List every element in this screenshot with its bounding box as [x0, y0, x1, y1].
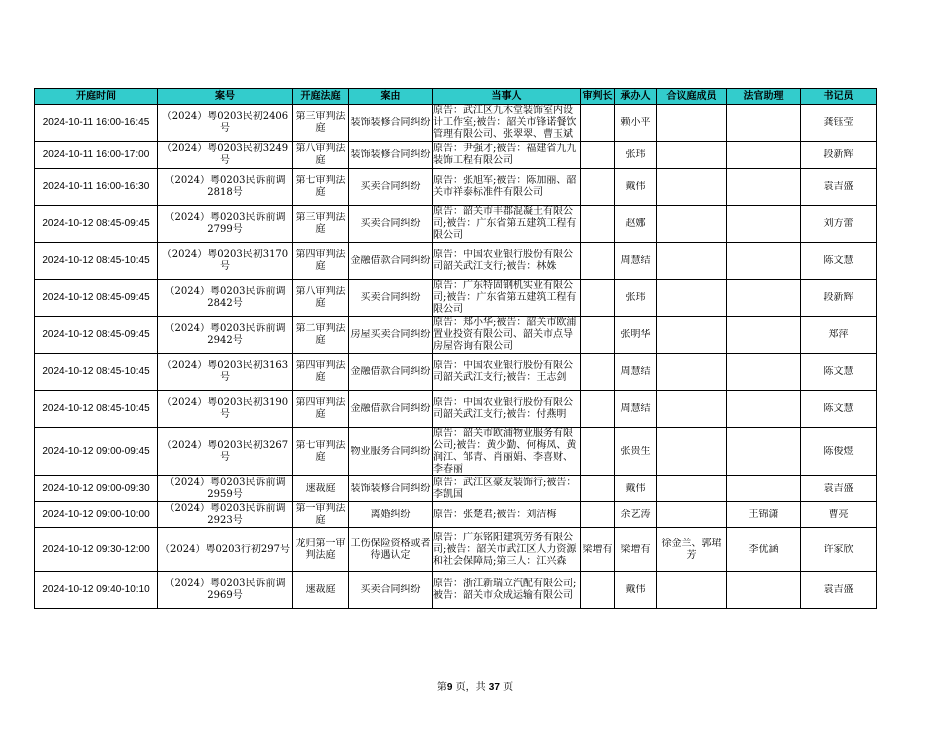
cell-time-text: 2024-10-12 09:00-09:45: [42, 445, 150, 457]
cell-handler-text: 周慧结: [620, 366, 651, 377]
cell-assistant: [727, 476, 801, 502]
cell-assistant: [727, 142, 801, 169]
cell-clerk-text: 刘方蕾: [823, 218, 854, 229]
cell-case-number: [158, 169, 293, 206]
cell-chief-judge: [581, 502, 615, 528]
cell-clerk: [801, 280, 877, 317]
cell-parties: [433, 354, 581, 391]
cell-cause-text: 买卖合同纠纷: [360, 218, 421, 229]
cell-cause-text: 装饰装修合同纠纷: [350, 117, 431, 128]
cell-courtroom: [293, 142, 349, 169]
footer-middle: 页，共: [452, 682, 489, 693]
cell-handler-text: 梁增有: [620, 543, 651, 555]
cell-assistant: [727, 502, 801, 528]
cell-cause: [349, 528, 433, 572]
cell-handler: [615, 391, 657, 428]
cell-time: [35, 428, 158, 476]
footer-suffix: 页: [499, 682, 514, 693]
cell-handler: [615, 169, 657, 206]
cell-chief-judge: [581, 317, 615, 354]
cell-handler: [615, 243, 657, 280]
cell-clerk: [801, 391, 877, 428]
cell-clerk-text: 段新辉: [823, 149, 854, 160]
cell-panel-text: 徐金兰、郭珺芳: [661, 537, 722, 561]
cell-cause-text: 装饰装修合同纠纷: [350, 482, 431, 494]
cell-clerk-text: 郑萍: [828, 329, 849, 340]
cell-courtroom-text: 第八审判法庭: [295, 286, 346, 309]
cell-courtroom-text: 第七审判法庭: [295, 175, 346, 198]
cell-chief-judge: [581, 243, 615, 280]
col-header-cause: 案由: [349, 89, 433, 105]
cell-panel: [657, 428, 727, 476]
col-header-case-number: 案号: [158, 89, 293, 105]
cell-cause: [349, 502, 433, 528]
cell-handler-text: 周慧结: [620, 403, 651, 414]
table-row: [35, 243, 877, 280]
cell-parties-text: 原告：中国农业银行股份有限公司韶关武江支行;被告：付燕明: [433, 397, 573, 420]
page-footer: [0, 678, 950, 693]
cell-parties: [433, 280, 581, 317]
cell-assistant-text: 王锦潇: [748, 508, 779, 520]
cell-handler-text: 余艺涛: [620, 508, 651, 520]
cell-handler-text: 赵娜: [625, 218, 646, 229]
cell-handler: [615, 502, 657, 528]
cell-parties-text: 原告：韶关市欧浦物业服务有限公司;被告：黄少勤、何梅凤、黄润江、邹青、肖丽娟、李喜财、李春丽: [433, 428, 577, 475]
cell-parties: [433, 169, 581, 206]
cell-panel: [657, 206, 727, 243]
cell-courtroom-text: 速裁庭: [305, 584, 336, 595]
cell-time-text: 2024-10-12 08:45-10:45: [42, 366, 150, 377]
cell-time-text: 2024-10-12 08:45-10:45: [42, 255, 150, 266]
cell-chief-judge: [581, 428, 615, 476]
cell-parties-text: 原告：郑小华;被告：韶关市欧浦置业投资有限公司、韶关市点导房屋咨询有限公司: [433, 317, 577, 352]
cell-clerk-text: 陈文慧: [823, 366, 854, 377]
cell-parties-text: 原告：广东特固钢机实业有限公司;被告：广东省第五建筑工程有限公司: [433, 280, 577, 315]
cell-handler: [615, 206, 657, 243]
cell-assistant: [727, 243, 801, 280]
cell-clerk-text: 许家欣: [823, 543, 854, 555]
table-row: [35, 502, 877, 528]
table-row: [35, 280, 877, 317]
cell-case-number: [158, 391, 293, 428]
cell-panel: [657, 142, 727, 169]
cell-parties: [433, 528, 581, 572]
cell-case-number-text: （2024）粤0203民诉前调2923号: [164, 502, 286, 526]
col-header-chief-judge: 审判长: [581, 89, 615, 105]
cell-parties: [433, 142, 581, 169]
cell-courtroom: [293, 476, 349, 502]
cell-parties-text: 原告：浙江新瑞立汽配有限公司;被告：韶关市众成运输有限公司: [433, 578, 577, 601]
cell-cause-text: 买卖合同纠纷: [360, 181, 421, 192]
cell-handler: [615, 428, 657, 476]
cell-courtroom-text: 第四审判法庭: [295, 397, 346, 420]
cell-panel: [657, 243, 727, 280]
cell-assistant: [727, 354, 801, 391]
cell-handler-text: 张玮: [625, 292, 646, 303]
cell-cause-text: 买卖合同纠纷: [360, 584, 421, 595]
cell-handler: [615, 528, 657, 572]
cell-clerk: [801, 243, 877, 280]
col-header-clerk: 书记员: [801, 89, 877, 105]
cell-cause-text: 金融借款合同纠纷: [350, 366, 431, 377]
cell-case-number: [158, 476, 293, 502]
cell-clerk: [801, 317, 877, 354]
cell-chief-judge: [581, 169, 615, 206]
table-row: [35, 528, 877, 572]
cell-courtroom-text: 第一审判法庭: [295, 502, 346, 526]
table-row: [35, 169, 877, 206]
cell-clerk-text: 袁吉盛: [823, 584, 854, 595]
cell-time: [35, 105, 158, 142]
cell-panel: [657, 572, 727, 609]
cell-clerk: [801, 572, 877, 609]
cell-case-number-text: （2024）粤0203民初2406号: [161, 111, 289, 134]
footer-page-number: 9: [446, 682, 453, 693]
cell-handler: [615, 354, 657, 391]
cell-handler: [615, 572, 657, 609]
cell-time-text: 2024-10-12 09:40-10:10: [42, 584, 150, 595]
cell-clerk: [801, 502, 877, 528]
cell-time: [35, 476, 158, 502]
cell-assistant: [727, 280, 801, 317]
cell-case-number: [158, 243, 293, 280]
cell-time: [35, 528, 158, 572]
cell-chief-judge: [581, 391, 615, 428]
cell-cause: [349, 243, 433, 280]
cell-case-number-text: （2024）粤0203民诉前调2842号: [164, 286, 286, 309]
hearing-schedule-table: [34, 88, 877, 609]
cell-time-text: 2024-10-12 09:00-09:30: [42, 482, 150, 494]
cell-handler-text: 张贵生: [620, 445, 651, 457]
cell-clerk-text: 陈文慧: [823, 255, 854, 266]
cell-time-text: 2024-10-11 16:00-16:45: [42, 117, 150, 128]
cell-assistant: [727, 572, 801, 609]
cell-case-number-text: （2024）粤0203行初297号: [160, 543, 290, 555]
cell-time: [35, 280, 158, 317]
cell-cause: [349, 169, 433, 206]
cell-clerk: [801, 206, 877, 243]
cell-handler-text: 赖小平: [620, 117, 651, 128]
cell-cause: [349, 391, 433, 428]
cell-parties: [433, 391, 581, 428]
cell-courtroom: [293, 528, 349, 572]
cell-parties-text: 原告：韶关市丰郡混凝土有限公司;被告：广东省第五建筑工程有限公司: [433, 206, 577, 241]
cell-time-text: 2024-10-11 16:00-17:00: [42, 149, 150, 160]
cell-panel: [657, 317, 727, 354]
cell-chief-judge: [581, 206, 615, 243]
cell-time: [35, 317, 158, 354]
cell-clerk-text: 龚钰莹: [823, 117, 854, 128]
cell-parties-text: 原告：广东铭阳建筑劳务有限公司;被告：韶关市武江区人力资源和社会保障局;第三人：江兴森: [433, 531, 577, 567]
cell-parties: [433, 317, 581, 354]
col-header-handler: 承办人: [615, 89, 657, 105]
cell-courtroom: [293, 391, 349, 428]
cell-time-text: 2024-10-12 08:45-09:45: [42, 329, 150, 340]
cell-time: [35, 572, 158, 609]
cell-case-number: [158, 502, 293, 528]
cell-clerk: [801, 476, 877, 502]
cell-chief-judge: [581, 572, 615, 609]
cell-case-number-text: （2024）粤0203民诉前调2818号: [164, 175, 286, 198]
cell-clerk-text: 陈俊煜: [823, 445, 854, 457]
cell-case-number: [158, 280, 293, 317]
cell-clerk: [801, 105, 877, 142]
cell-cause-text: 工伤保险资格或者待遇认定: [350, 537, 431, 561]
header-row: [35, 89, 877, 105]
cell-clerk: [801, 528, 877, 572]
cell-case-number-text: （2024）粤0203民初3163号: [161, 360, 289, 383]
cell-case-number: [158, 317, 293, 354]
cell-chief-judge: [581, 280, 615, 317]
cell-cause-text: 金融借款合同纠纷: [350, 255, 431, 266]
cell-case-number-text: （2024）粤0203民诉前调2799号: [164, 212, 286, 235]
cell-time: [35, 391, 158, 428]
cell-time-text: 2024-10-12 09:00-10:00: [42, 508, 150, 520]
cell-courtroom-text: 第四审判法庭: [295, 360, 346, 383]
cell-courtroom-text: 第四审判法庭: [295, 249, 346, 272]
cell-handler-text: 张玮: [625, 149, 646, 160]
cell-time: [35, 206, 158, 243]
cell-parties-text: 原告：中国农业银行股份有限公司韶关武江支行;被告：林姝: [433, 249, 573, 272]
cell-time: [35, 354, 158, 391]
col-header-panel: 合议庭成员: [657, 89, 727, 105]
cell-cause: [349, 280, 433, 317]
cell-panel: [657, 476, 727, 502]
cell-parties: [433, 572, 581, 609]
cell-handler-text: 戴伟: [625, 181, 646, 192]
cell-clerk: [801, 169, 877, 206]
cell-handler-text: 周慧结: [620, 255, 651, 266]
cell-case-number: [158, 572, 293, 609]
cell-case-number-text: （2024）粤0203民初3249号: [161, 143, 289, 166]
cell-clerk: [801, 428, 877, 476]
cell-parties-text: 原告：张旭军;被告：陈加丽、韶关市祥泰标准件有限公司: [433, 175, 577, 198]
cell-case-number: [158, 428, 293, 476]
cell-assistant-text: 李优涵: [748, 543, 779, 555]
cell-case-number: [158, 142, 293, 169]
cell-clerk-text: 曹亮: [828, 508, 849, 520]
cell-chief-judge: [581, 142, 615, 169]
cell-clerk-text: 陈文慧: [823, 403, 854, 414]
cell-courtroom: [293, 317, 349, 354]
cell-time-text: 2024-10-12 08:45-09:45: [42, 218, 150, 229]
cell-panel: [657, 502, 727, 528]
cell-courtroom: [293, 428, 349, 476]
cell-case-number: [158, 528, 293, 572]
cell-handler-text: 张明华: [620, 329, 651, 340]
cell-parties-text: 原告：武江区豪友装饰行;被告：李凯国: [433, 476, 577, 500]
cell-case-number: [158, 354, 293, 391]
cell-panel: [657, 354, 727, 391]
cell-clerk: [801, 142, 877, 169]
cell-handler: [615, 476, 657, 502]
cell-courtroom: [293, 169, 349, 206]
cell-case-number: [158, 206, 293, 243]
cell-assistant: [727, 528, 801, 572]
cell-case-number-text: （2024）粤0203民诉前调2942号: [164, 323, 286, 346]
cell-handler-text: 戴伟: [625, 482, 646, 494]
cell-case-number-text: （2024）粤0203民诉前调2969号: [164, 578, 286, 601]
col-header-time: 开庭时间: [35, 89, 158, 105]
cell-handler: [615, 317, 657, 354]
cell-courtroom-text: 速裁庭: [305, 482, 336, 494]
cell-courtroom: [293, 206, 349, 243]
cell-cause: [349, 206, 433, 243]
cell-panel: [657, 528, 727, 572]
cell-time: [35, 169, 158, 206]
cell-handler: [615, 142, 657, 169]
cell-chief-judge: [581, 105, 615, 142]
cell-handler: [615, 280, 657, 317]
table-row: [35, 476, 877, 502]
table-row: [35, 354, 877, 391]
cell-courtroom-text: 第三审判法庭: [295, 111, 346, 134]
cell-case-number-text: （2024）粤0203民初3267号: [161, 439, 289, 463]
table-row: [35, 428, 877, 476]
cell-cause-text: 买卖合同纠纷: [360, 292, 421, 303]
table-row: [35, 105, 877, 142]
cell-cause: [349, 428, 433, 476]
cell-cause: [349, 354, 433, 391]
cell-clerk-text: 袁吉盛: [823, 482, 854, 494]
col-header-parties: 当事人: [433, 89, 581, 105]
cell-time: [35, 243, 158, 280]
cell-courtroom: [293, 105, 349, 142]
cell-parties: [433, 428, 581, 476]
cell-clerk: [801, 354, 877, 391]
table-row: [35, 206, 877, 243]
cell-parties: [433, 105, 581, 142]
cell-courtroom: [293, 354, 349, 391]
cell-assistant: [727, 206, 801, 243]
cell-parties-text: 原告：张楚君;被告：刘洁梅: [433, 508, 557, 520]
cell-cause-text: 物业服务合同纠纷: [350, 445, 431, 457]
cell-courtroom: [293, 243, 349, 280]
cell-cause-text: 装饰装修合同纠纷: [350, 149, 431, 160]
table-row: [35, 391, 877, 428]
cell-chief-judge: [581, 354, 615, 391]
cell-handler: [615, 105, 657, 142]
cell-cause-text: 房屋买卖合同纠纷: [350, 329, 431, 340]
cell-panel: [657, 105, 727, 142]
cell-time-text: 2024-10-12 08:45-10:45: [42, 403, 150, 414]
cell-assistant: [727, 428, 801, 476]
cell-time-text: 2024-10-12 08:45-09:45: [42, 292, 150, 303]
cell-parties-text: 原告：武江区九木堂装饰室内设计工作室;被告：韶关市锋诺餐饮管理有限公司、张翠翠、曹玉斌: [433, 105, 577, 140]
table-row: [35, 317, 877, 354]
cell-courtroom: [293, 502, 349, 528]
cell-handler-text: 戴伟: [625, 584, 646, 595]
cell-parties: [433, 502, 581, 528]
cell-parties: [433, 476, 581, 502]
cell-case-number-text: （2024）粤0203民初3190号: [161, 397, 289, 420]
footer-total-pages: 37: [488, 682, 500, 693]
cell-time-text: 2024-10-12 09:30-12:00: [42, 543, 150, 555]
cell-time-text: 2024-10-11 16:00-16:30: [42, 181, 150, 192]
cell-chief-judge: [581, 476, 615, 502]
cell-chief-judge: [581, 528, 615, 572]
cell-clerk-text: 段新辉: [823, 292, 854, 303]
col-header-assistant: 法官助理: [727, 89, 801, 105]
cell-case-number: [158, 105, 293, 142]
cell-clerk-text: 袁吉盛: [823, 181, 854, 192]
table-row: [35, 142, 877, 169]
footer-prefix: 第: [436, 682, 447, 693]
cell-courtroom-text: 第八审判法庭: [295, 143, 346, 166]
cell-courtroom: [293, 572, 349, 609]
table-row: [35, 572, 877, 609]
cell-panel: [657, 391, 727, 428]
cell-cause-text: 金融借款合同纠纷: [350, 403, 431, 414]
cell-assistant: [727, 317, 801, 354]
cell-chief-judge-text: 梁增有: [582, 543, 613, 555]
cell-time: [35, 142, 158, 169]
cell-case-number-text: （2024）粤0203民初3170号: [161, 249, 289, 272]
cell-parties: [433, 206, 581, 243]
cell-parties-text: 原告：中国农业银行股份有限公司韶关武江支行;被告：王志剑: [433, 360, 573, 383]
cell-panel: [657, 169, 727, 206]
cell-parties: [433, 243, 581, 280]
cell-cause: [349, 142, 433, 169]
cell-cause: [349, 476, 433, 502]
cell-assistant: [727, 169, 801, 206]
cell-time: [35, 502, 158, 528]
cell-cause: [349, 105, 433, 142]
cell-cause: [349, 572, 433, 609]
cell-case-number-text: （2024）粤0203民诉前调2959号: [164, 476, 286, 500]
cell-courtroom: [293, 280, 349, 317]
cell-courtroom-text: 第三审判法庭: [295, 212, 346, 235]
cell-panel: [657, 280, 727, 317]
cell-courtroom-text: 第七审判法庭: [295, 439, 346, 463]
cell-courtroom-text: 第二审判法庭: [295, 323, 346, 346]
cell-assistant: [727, 105, 801, 142]
cell-cause-text: 离婚纠纷: [370, 508, 411, 520]
col-header-courtroom: 开庭法庭: [293, 89, 349, 105]
cell-cause: [349, 317, 433, 354]
cell-courtroom-text: 龙归第一审判法庭: [295, 537, 346, 561]
cell-parties-text: 原告：尹强才;被告：福建省九九装饰工程有限公司: [433, 143, 577, 166]
cell-assistant: [727, 391, 801, 428]
